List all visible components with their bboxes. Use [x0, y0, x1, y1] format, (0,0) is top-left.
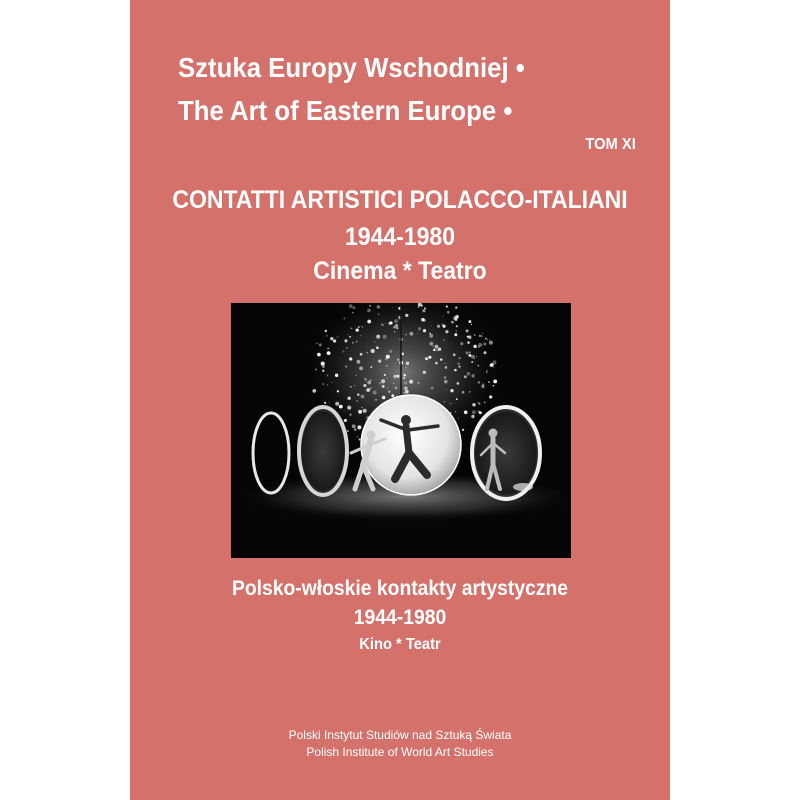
speckle — [489, 395, 492, 398]
speckle — [445, 363, 446, 364]
speckle — [476, 356, 477, 357]
speckle — [352, 312, 354, 314]
speckle — [469, 352, 470, 353]
speckle — [405, 367, 406, 368]
speckle — [335, 374, 338, 377]
speckle — [487, 339, 488, 340]
speckle — [446, 306, 448, 308]
speckle — [464, 375, 467, 378]
speckle — [464, 410, 468, 414]
speckle — [363, 409, 367, 413]
speckle — [377, 305, 381, 309]
series-title-polish: Sztuka Europy Wschodniej • — [178, 52, 525, 83]
speckle — [472, 410, 476, 414]
speckle — [451, 321, 454, 324]
speckle — [471, 361, 473, 363]
speckle — [469, 391, 470, 392]
speckle — [478, 381, 481, 384]
speckle — [358, 438, 360, 440]
speckle — [379, 382, 381, 384]
speckle — [450, 389, 453, 392]
speckle — [445, 366, 448, 369]
speckle — [457, 382, 460, 385]
speckle — [450, 403, 451, 404]
speckle — [391, 394, 394, 397]
speckle — [436, 349, 438, 351]
speckle — [456, 316, 459, 319]
speckle — [493, 367, 494, 368]
speckle — [352, 342, 354, 344]
speckle — [471, 355, 475, 359]
speckle — [444, 380, 448, 384]
speckle — [360, 335, 362, 337]
speckle — [440, 358, 442, 360]
speckle — [358, 326, 360, 328]
speckle — [395, 387, 398, 390]
speckle — [398, 375, 399, 376]
speckle — [454, 369, 457, 372]
speckle — [366, 352, 368, 354]
speckle — [333, 339, 336, 342]
speckle — [344, 410, 345, 411]
speckle — [455, 330, 457, 332]
speckle — [467, 336, 469, 338]
speckle — [345, 365, 347, 367]
speckle — [356, 341, 357, 342]
speckle — [376, 346, 379, 349]
speckle — [338, 336, 339, 337]
speckle — [445, 330, 448, 333]
speckle — [443, 339, 445, 341]
speckle — [369, 305, 371, 307]
speckle — [418, 327, 421, 330]
speckle — [421, 305, 423, 307]
speckle — [474, 334, 476, 336]
polish-subtitle: Kino * Teatr — [359, 636, 441, 653]
speckle — [330, 337, 333, 340]
speckle — [382, 385, 385, 388]
speckle — [352, 306, 355, 309]
cover-photo — [231, 303, 571, 558]
speckle — [455, 411, 456, 412]
speckle — [443, 325, 446, 328]
speckle — [347, 406, 351, 410]
speckle — [321, 362, 325, 366]
speckle — [348, 397, 350, 399]
speckle — [397, 359, 399, 361]
speckle — [462, 391, 465, 394]
speckle — [370, 379, 372, 381]
speckle — [447, 311, 450, 314]
speckle — [393, 307, 394, 308]
speckle — [458, 366, 460, 368]
speckle — [337, 390, 339, 392]
speckle — [339, 405, 343, 409]
speckle — [472, 403, 475, 406]
speckle — [453, 353, 456, 356]
speckle — [433, 346, 434, 347]
speckle — [428, 356, 431, 359]
speckle — [316, 343, 318, 345]
speckle — [471, 324, 472, 325]
speckle — [349, 357, 352, 360]
speckle — [329, 401, 330, 402]
speckle — [417, 333, 418, 334]
speckle — [384, 374, 386, 376]
speckle — [386, 355, 390, 359]
italian-subtitle: Cinema * Teatro — [313, 257, 487, 285]
speckle — [459, 357, 461, 359]
speckle — [315, 369, 317, 371]
speckle — [489, 341, 493, 345]
speckle — [374, 341, 375, 342]
speckle — [385, 323, 386, 324]
speckle — [357, 425, 361, 429]
italian-title-years: 1944-1980 — [345, 223, 455, 251]
speckle — [466, 352, 469, 355]
speckle — [405, 314, 408, 317]
speckle — [366, 388, 370, 392]
speckle — [483, 342, 486, 345]
speckle — [344, 419, 347, 422]
speckle — [352, 424, 356, 428]
speckle — [456, 325, 458, 327]
speckle — [327, 351, 331, 355]
volume-label: TOM XI — [585, 136, 636, 153]
speckle — [322, 370, 324, 372]
speckle — [388, 391, 390, 393]
speckle — [356, 360, 360, 364]
speckle — [381, 379, 385, 383]
speckle — [358, 410, 362, 414]
speckle — [371, 349, 375, 353]
speckle — [359, 366, 363, 370]
polish-title-years: 1944-1980 — [353, 606, 447, 629]
speckle — [429, 333, 430, 334]
speckle — [367, 321, 370, 324]
speckle — [367, 381, 371, 385]
speckle — [363, 384, 366, 387]
italian-title: CONTATTI ARTISTICI POLACCO-ITALIANI — [172, 186, 628, 214]
speckle — [422, 309, 425, 312]
speckle — [344, 339, 347, 342]
speckle — [423, 319, 426, 322]
speckle — [466, 329, 469, 332]
speckle — [324, 402, 326, 404]
speckle — [356, 400, 358, 402]
speckle — [490, 363, 494, 367]
publisher-polish: Polski Instytut Studiów nad Sztuką Świata — [288, 728, 512, 742]
speckle — [393, 375, 396, 378]
speckle — [375, 399, 377, 401]
speckle — [431, 326, 432, 327]
speckle — [325, 359, 326, 360]
speckle — [486, 370, 488, 372]
speckle — [361, 407, 362, 408]
speckle — [376, 335, 380, 339]
speckle — [479, 411, 482, 414]
speckle — [393, 383, 395, 385]
speckle — [457, 362, 460, 365]
speckle — [327, 384, 328, 385]
speckle — [406, 362, 409, 365]
speckle — [489, 339, 490, 340]
speckle — [319, 343, 322, 346]
speckle — [424, 307, 426, 309]
speckle — [403, 374, 406, 377]
series-title-english: The Art of Eastern Europe • — [178, 95, 513, 126]
speckle — [444, 376, 446, 378]
speckle — [354, 385, 355, 386]
speckle — [382, 396, 385, 399]
speckle — [346, 347, 348, 349]
speckle — [396, 327, 398, 329]
publisher-english: Polish Institute of World Art Studies — [306, 745, 494, 759]
speckle — [343, 318, 345, 320]
speckle — [347, 334, 348, 335]
speckle — [326, 335, 328, 337]
speckle — [479, 403, 481, 405]
speckle — [435, 362, 438, 365]
speckle — [404, 381, 407, 384]
speckle — [460, 342, 463, 345]
speckle — [370, 366, 372, 368]
speckle — [381, 324, 384, 327]
speckle — [347, 430, 349, 432]
speckle — [335, 402, 339, 406]
speckle — [364, 378, 367, 381]
speckle — [485, 338, 487, 340]
speckle — [356, 375, 357, 376]
speckle — [479, 335, 481, 337]
speckle — [325, 330, 328, 333]
speckle — [354, 428, 356, 430]
speckle — [484, 402, 485, 403]
speckle — [433, 349, 435, 351]
speckle — [478, 365, 480, 367]
speckle — [331, 382, 332, 383]
speckle — [350, 386, 352, 388]
speckle — [443, 316, 444, 317]
speckle — [394, 319, 398, 323]
speckle — [425, 357, 428, 360]
speckle — [410, 332, 414, 336]
speckle — [389, 321, 392, 324]
speckle — [465, 352, 466, 353]
speckle — [389, 350, 392, 353]
speckle — [458, 418, 459, 419]
speckle — [488, 381, 490, 383]
speckle — [373, 391, 377, 395]
speckle — [493, 385, 495, 387]
speckle — [336, 337, 337, 338]
speckle — [473, 345, 476, 348]
speckle — [418, 382, 420, 384]
speckle — [409, 380, 413, 384]
speckle — [423, 371, 426, 374]
speckle — [349, 336, 351, 338]
speckle — [405, 334, 406, 335]
speckle — [312, 389, 316, 393]
speckle — [468, 320, 471, 323]
speckle — [481, 335, 483, 337]
speckle — [474, 358, 475, 359]
speckle — [322, 383, 324, 385]
speckle — [394, 331, 395, 332]
speckle — [429, 342, 433, 346]
speckle — [326, 374, 328, 376]
polish-title: Polsko-włoskie kontakty artystyczne — [231, 577, 569, 600]
speckle — [468, 354, 471, 357]
speckle — [356, 436, 357, 437]
speckle — [361, 395, 365, 399]
speckle — [357, 394, 359, 396]
speckle — [435, 345, 439, 349]
speckle — [404, 386, 408, 390]
speckle — [467, 372, 471, 376]
speckle — [493, 379, 497, 383]
speckle — [431, 387, 434, 390]
ring-left-inner — [299, 407, 347, 495]
speckle — [351, 328, 353, 330]
floor-highlight — [513, 483, 533, 491]
speckle — [471, 374, 474, 377]
speckle — [429, 334, 433, 338]
speckle — [403, 377, 405, 379]
speckle — [361, 326, 363, 328]
stage-photograph — [231, 303, 571, 558]
speckle — [403, 391, 405, 393]
speckle — [418, 306, 420, 308]
speckle — [349, 304, 353, 308]
speckle — [387, 387, 388, 388]
speckle — [446, 389, 447, 390]
speckle — [444, 401, 445, 402]
speckle — [455, 306, 457, 308]
speckle — [386, 365, 388, 367]
speckle — [437, 325, 440, 328]
speckle — [360, 353, 363, 356]
speckle — [482, 383, 485, 386]
speckle — [378, 359, 381, 362]
speckle — [378, 313, 380, 315]
speckle — [349, 414, 351, 416]
speckle — [367, 309, 371, 313]
speckle — [387, 378, 388, 379]
speckle — [484, 351, 487, 354]
speckle — [462, 429, 464, 431]
speckle — [395, 324, 398, 327]
speckle — [438, 348, 441, 351]
speckle — [423, 329, 426, 332]
speckle — [317, 353, 321, 357]
speckle — [471, 415, 474, 418]
speckle — [383, 335, 387, 339]
speckle — [467, 341, 470, 344]
speckle — [342, 350, 344, 352]
speckle — [482, 333, 483, 334]
speckle — [456, 398, 458, 400]
speckle — [356, 328, 359, 331]
speckle — [478, 346, 480, 348]
speckle — [405, 390, 409, 394]
speckle — [454, 333, 457, 336]
speckle — [486, 372, 487, 373]
speckle — [327, 348, 329, 350]
